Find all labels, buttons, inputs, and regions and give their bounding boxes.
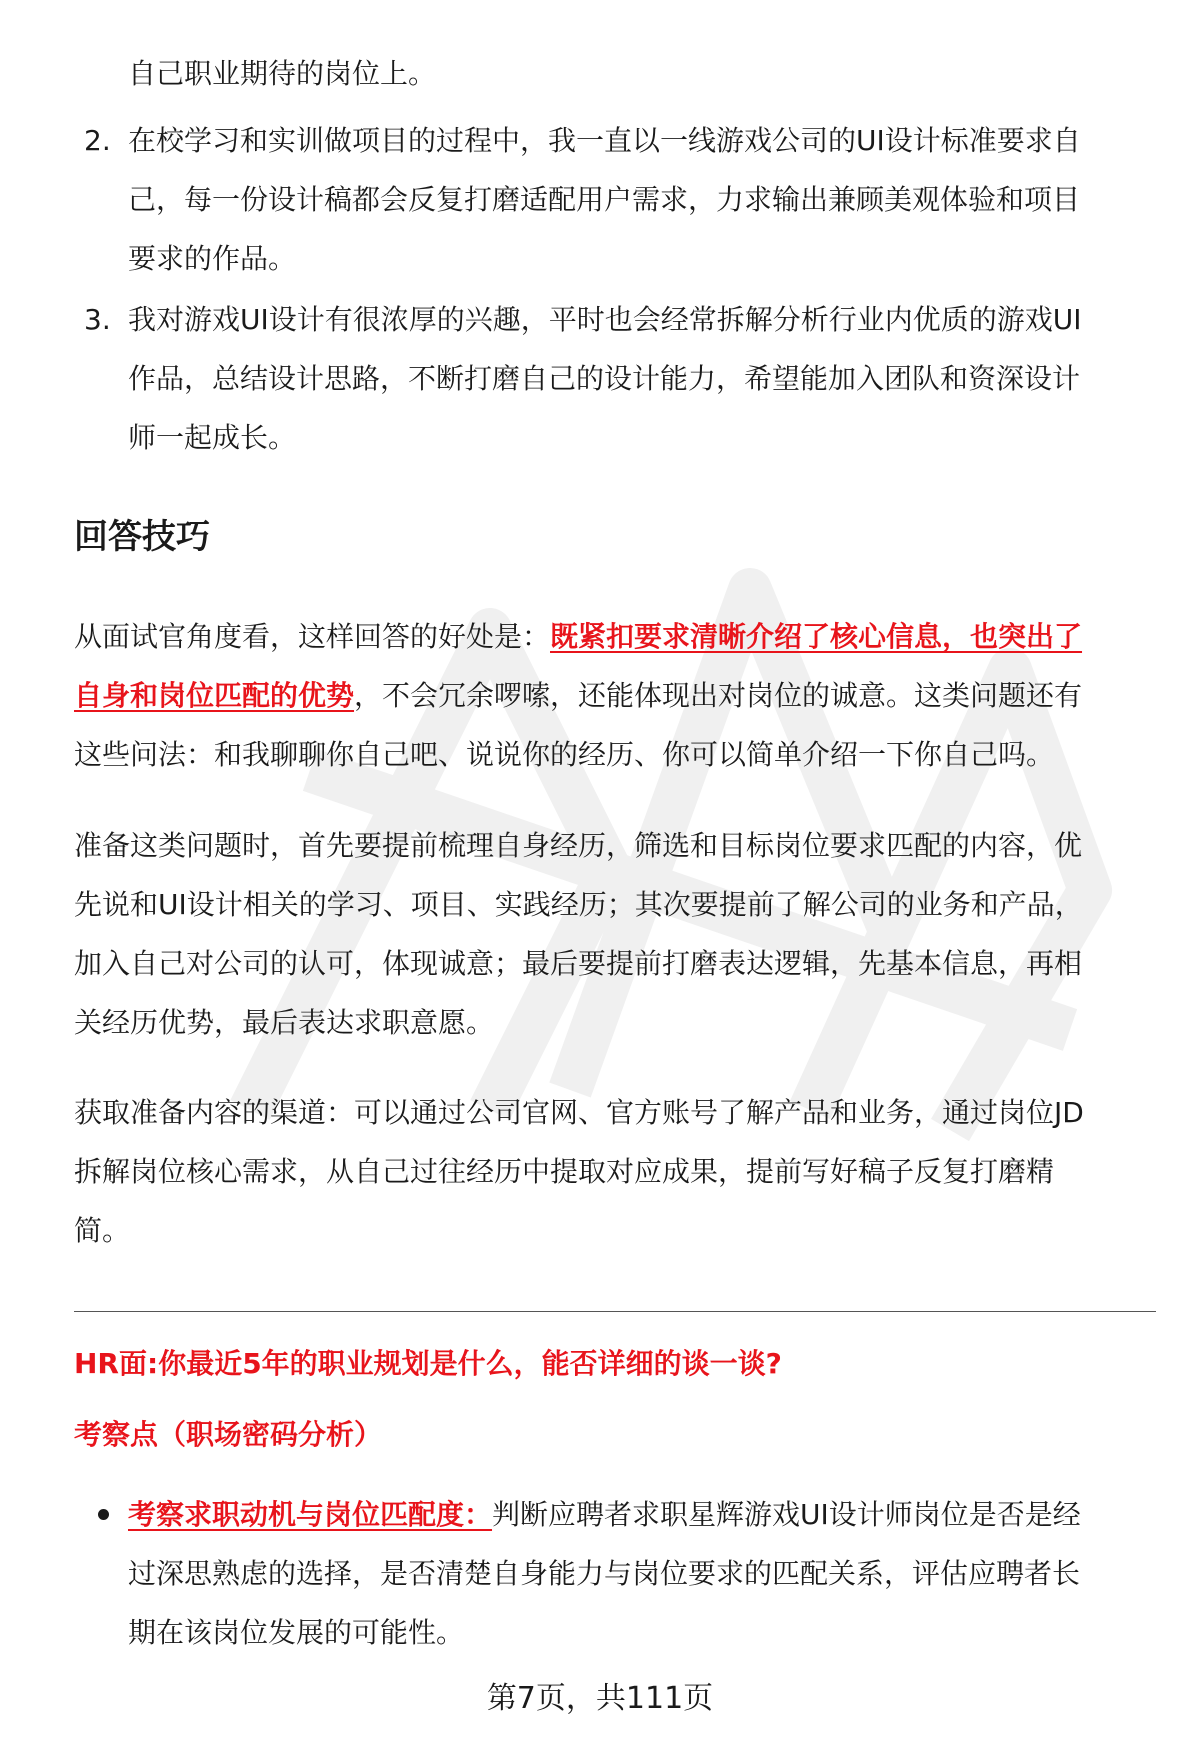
- list-item-3-line-1: 我对游戏UI设计有很浓厚的兴趣，平时也会经常拆解分析行业内优质的游戏UI: [128, 303, 1082, 336]
- tips-para1-suffix: ，不会冗余啰嗦，还能体现出对岗位的诚意。这类问题还有: [354, 679, 1083, 712]
- bullet-line-1-rest: 判断应聘者求职星辉游戏UI设计师岗位是否是经: [492, 1498, 1081, 1531]
- tips-para2-line-1: 准备这类问题时，首先要提前梳理自身经历，筛选和目标岗位要求匹配的内容，优: [74, 829, 1083, 862]
- bullet-dot-icon: [98, 1509, 109, 1520]
- question-title: HR面:你最近5年的职业规划是什么，能否详细的谈一谈?: [74, 1347, 782, 1380]
- list-number-3: 3.: [84, 303, 111, 336]
- tips-para3-line-3: 简。: [74, 1214, 131, 1247]
- page-number: 第7页，共111页: [486, 1681, 714, 1716]
- list-item-3-line-3: 师一起成长。: [128, 421, 297, 454]
- tips-para1-highlight-2: 自身和岗位匹配的优势: [74, 679, 355, 712]
- bullet-line-3: 期在该岗位发展的可能性。: [128, 1616, 465, 1649]
- list-item-2-line-1: 在校学习和实训做项目的过程中，我一直以一线游戏公司的UI设计标准要求自: [128, 124, 1081, 157]
- tips-para3-line-2: 拆解岗位核心需求，从自己过往经历中提取对应成果，提前写好稿子反复打磨精: [74, 1155, 1055, 1188]
- list-item-3-line-2: 作品，总结设计思路，不断打磨自己的设计能力，希望能加入团队和资深设计: [128, 362, 1081, 395]
- tips-para1-highlight-1: 既紧扣要求清晰介绍了核心信息，也突出了: [550, 620, 1083, 653]
- tips-para2-line-3: 加入自己对公司的认可，体现诚意；最后要提前打磨表达逻辑，先基本信息，再相: [74, 947, 1083, 980]
- list-item-2-line-2: 己，每一份设计稿都会反复打磨适配用户需求，力求输出兼顾美观体验和项目: [128, 183, 1081, 216]
- tips-para1-prefix: 从面试官角度看，这样回答的好处是：: [74, 620, 551, 653]
- bullet-label: 考察求职动机与岗位匹配度：: [128, 1498, 493, 1531]
- section-divider: [74, 1311, 1156, 1312]
- tips-para2-line-2: 先说和UI设计相关的学习、项目、实践经历；其次要提前了解公司的业务和产品，: [74, 888, 1083, 921]
- tips-para2-line-4: 关经历优势，最后表达求职意愿。: [74, 1006, 495, 1039]
- tips-para1-line-3: 这些问法：和我聊聊你自己吧、说说你的经历、你可以简单介绍一下你自己吗。: [74, 738, 1055, 771]
- bullet-line-2: 过深思熟虑的选择，是否清楚自身能力与岗位要求的匹配关系，评估应聘者长: [128, 1557, 1081, 1590]
- tips-para1-line-2: [74, 666, 1154, 725]
- question-subtitle: 考察点（职场密码分析）: [74, 1418, 383, 1451]
- tips-para3-line-1: 获取准备内容的渠道：可以通过公司官网、官方账号了解产品和业务，通过岗位JD: [74, 1096, 1084, 1129]
- list-item-2-line-3: 要求的作品。: [128, 242, 297, 275]
- bullet-line-1: [128, 1485, 1148, 1544]
- section-heading: 回答技巧: [74, 517, 210, 557]
- list-number-2: 2.: [84, 124, 111, 157]
- tips-para1-line-1: [74, 607, 1154, 666]
- list-continued-line: 自己职业期待的岗位上。: [128, 57, 437, 90]
